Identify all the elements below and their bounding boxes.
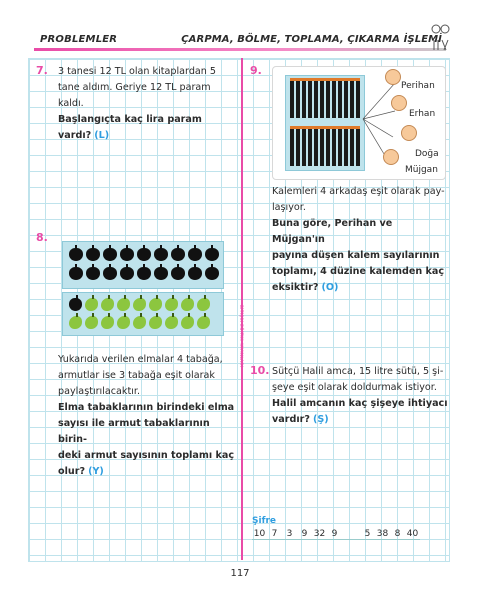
q10-q1: Halil amcanın kaç şişeye ihtiyacı — [272, 398, 448, 409]
apple-icon — [120, 248, 134, 261]
mujgan-avatar — [383, 149, 399, 165]
q10-text — [272, 364, 448, 428]
apples-image — [62, 241, 224, 289]
q7-text — [58, 64, 236, 144]
pencils-icon — [286, 76, 364, 170]
q10-q2: vardır? — [272, 414, 310, 425]
q8-text — [58, 352, 236, 480]
q8-line3: paylaştırılacaktır. — [58, 386, 141, 397]
q8-answer: (Y) — [88, 466, 104, 477]
publisher-label: BİTİŞİK EĞİTİM YAYINLARI — [239, 305, 244, 368]
pear-icon — [69, 316, 82, 329]
apple-icon — [103, 267, 117, 280]
q7-answer: (L) — [94, 130, 110, 141]
name-erhan: Erhan — [409, 109, 436, 119]
q9-q4: eksiktir? — [272, 282, 319, 293]
apple-icon — [137, 267, 151, 280]
apple-icon — [86, 248, 100, 261]
pears-image — [62, 292, 224, 336]
section-title: PROBLEMLER — [40, 34, 118, 45]
pear-row-2 — [69, 316, 210, 329]
q7-line1: 3 tanesi 12 TL olan kitaplardan 5 — [58, 66, 217, 77]
name-perihan: Perihan — [401, 81, 435, 91]
pear-icon — [149, 316, 162, 329]
q8-line2: armutlar ise 3 tabağa eşit olarak — [58, 370, 215, 381]
pear-icon — [101, 316, 114, 329]
apple-icon — [137, 248, 151, 261]
pear-icon — [197, 298, 210, 311]
page-header — [0, 0, 480, 58]
q8-q4: olur? — [58, 466, 86, 477]
apple-icon — [188, 248, 202, 261]
apple-icon — [86, 267, 100, 280]
q8-number: 8. — [36, 231, 48, 244]
pear-icon — [133, 298, 146, 311]
pear-icon — [85, 316, 98, 329]
q10-answer: (Ş) — [312, 414, 329, 425]
page-number: 117 — [230, 568, 250, 579]
doga-avatar — [401, 125, 417, 141]
apple-icon — [188, 267, 202, 280]
q8-q2: sayısı ile armut tabaklarının birin- — [58, 418, 210, 445]
q8-q1: Elma tabaklarının birindeki elma — [58, 402, 235, 413]
q9-text — [272, 184, 448, 296]
pear-icon — [165, 316, 178, 329]
q9-line2: laşıyor. — [272, 202, 306, 213]
pear-icon — [133, 316, 146, 329]
apple-icon — [171, 267, 185, 280]
name-mujgan: Müjgan — [405, 165, 438, 175]
apple-icon — [69, 248, 83, 261]
pear-icon — [181, 316, 194, 329]
q7-question: Başlangıçta kaç lira param vardı? — [58, 114, 202, 141]
apple-icon — [154, 248, 168, 261]
erhan-avatar — [391, 95, 407, 111]
cipher-cell: 5 — [364, 529, 371, 539]
apple-icon — [120, 267, 134, 280]
apple-icon — [205, 267, 219, 280]
q8-q3: deki armut sayısının toplamı kaç — [58, 450, 235, 461]
pear-icon — [69, 298, 82, 311]
pencils-image — [272, 66, 446, 180]
q9-q1: Buna göre, Perihan ve Müjgan'ın — [272, 218, 393, 245]
cipher-cell: 8 — [394, 529, 401, 539]
cipher-cell: 40 — [406, 529, 419, 539]
q10-line1: Sütçü Halil amca, 15 litre sütü, 5 şi- — [272, 366, 444, 377]
apple-icon — [69, 267, 83, 280]
q9-answer: (O) — [321, 282, 339, 293]
pear-icon — [85, 298, 98, 311]
apple-row-2 — [69, 267, 219, 280]
cipher-cell: 9 — [301, 529, 308, 539]
q10-number: 10. — [250, 364, 270, 377]
cipher-row — [252, 529, 420, 540]
q7-number: 7. — [36, 64, 48, 77]
pear-icon — [165, 298, 178, 311]
pear-icon — [197, 316, 210, 329]
cipher-cell: 7 — [271, 529, 278, 539]
header-rule — [34, 48, 446, 51]
pear-icon — [117, 316, 130, 329]
cipher-cell: 10 — [253, 529, 266, 539]
cipher-cell — [342, 529, 360, 539]
cipher-cell: 9 — [331, 529, 338, 539]
q9-number: 9. — [250, 64, 262, 77]
topic-title: ÇARPMA, BÖLME, TOPLAMA, ÇIKARMA İŞLEMİ — [181, 34, 442, 45]
thinking-face-icon — [430, 22, 452, 52]
pear-icon — [181, 298, 194, 311]
cipher-cell: 3 — [286, 529, 293, 539]
apple-icon — [171, 248, 185, 261]
pear-icon — [149, 298, 162, 311]
q8-line1: Yukarıda verilen elmalar 4 tabağa, — [58, 354, 223, 365]
cipher-cell: 32 — [313, 529, 326, 539]
q9-q3: toplamı, 4 düzine kalemden kaç — [272, 266, 445, 277]
pear-row-1 — [69, 298, 210, 311]
apple-icon — [103, 248, 117, 261]
apple-icon — [205, 248, 219, 261]
q10-line2: şeye eşit olarak doldurmak istiyor. — [272, 382, 437, 393]
pencil-box — [285, 75, 365, 171]
q7-line2: tane aldım. Geriye 12 TL param kaldı. — [58, 82, 211, 109]
cipher-cell: 38 — [376, 529, 389, 539]
q9-line1: Kalemleri 4 arkadaş eşit olarak pay- — [272, 186, 445, 197]
pear-icon — [101, 298, 114, 311]
apple-row-1 — [69, 248, 219, 261]
apple-icon — [154, 267, 168, 280]
perihan-avatar — [385, 69, 401, 85]
cipher-label: Şifre — [252, 516, 277, 526]
pear-icon — [117, 298, 130, 311]
name-doga: Doğa — [415, 149, 439, 159]
q9-q2: payına düşen kalem sayılarının — [272, 250, 440, 261]
